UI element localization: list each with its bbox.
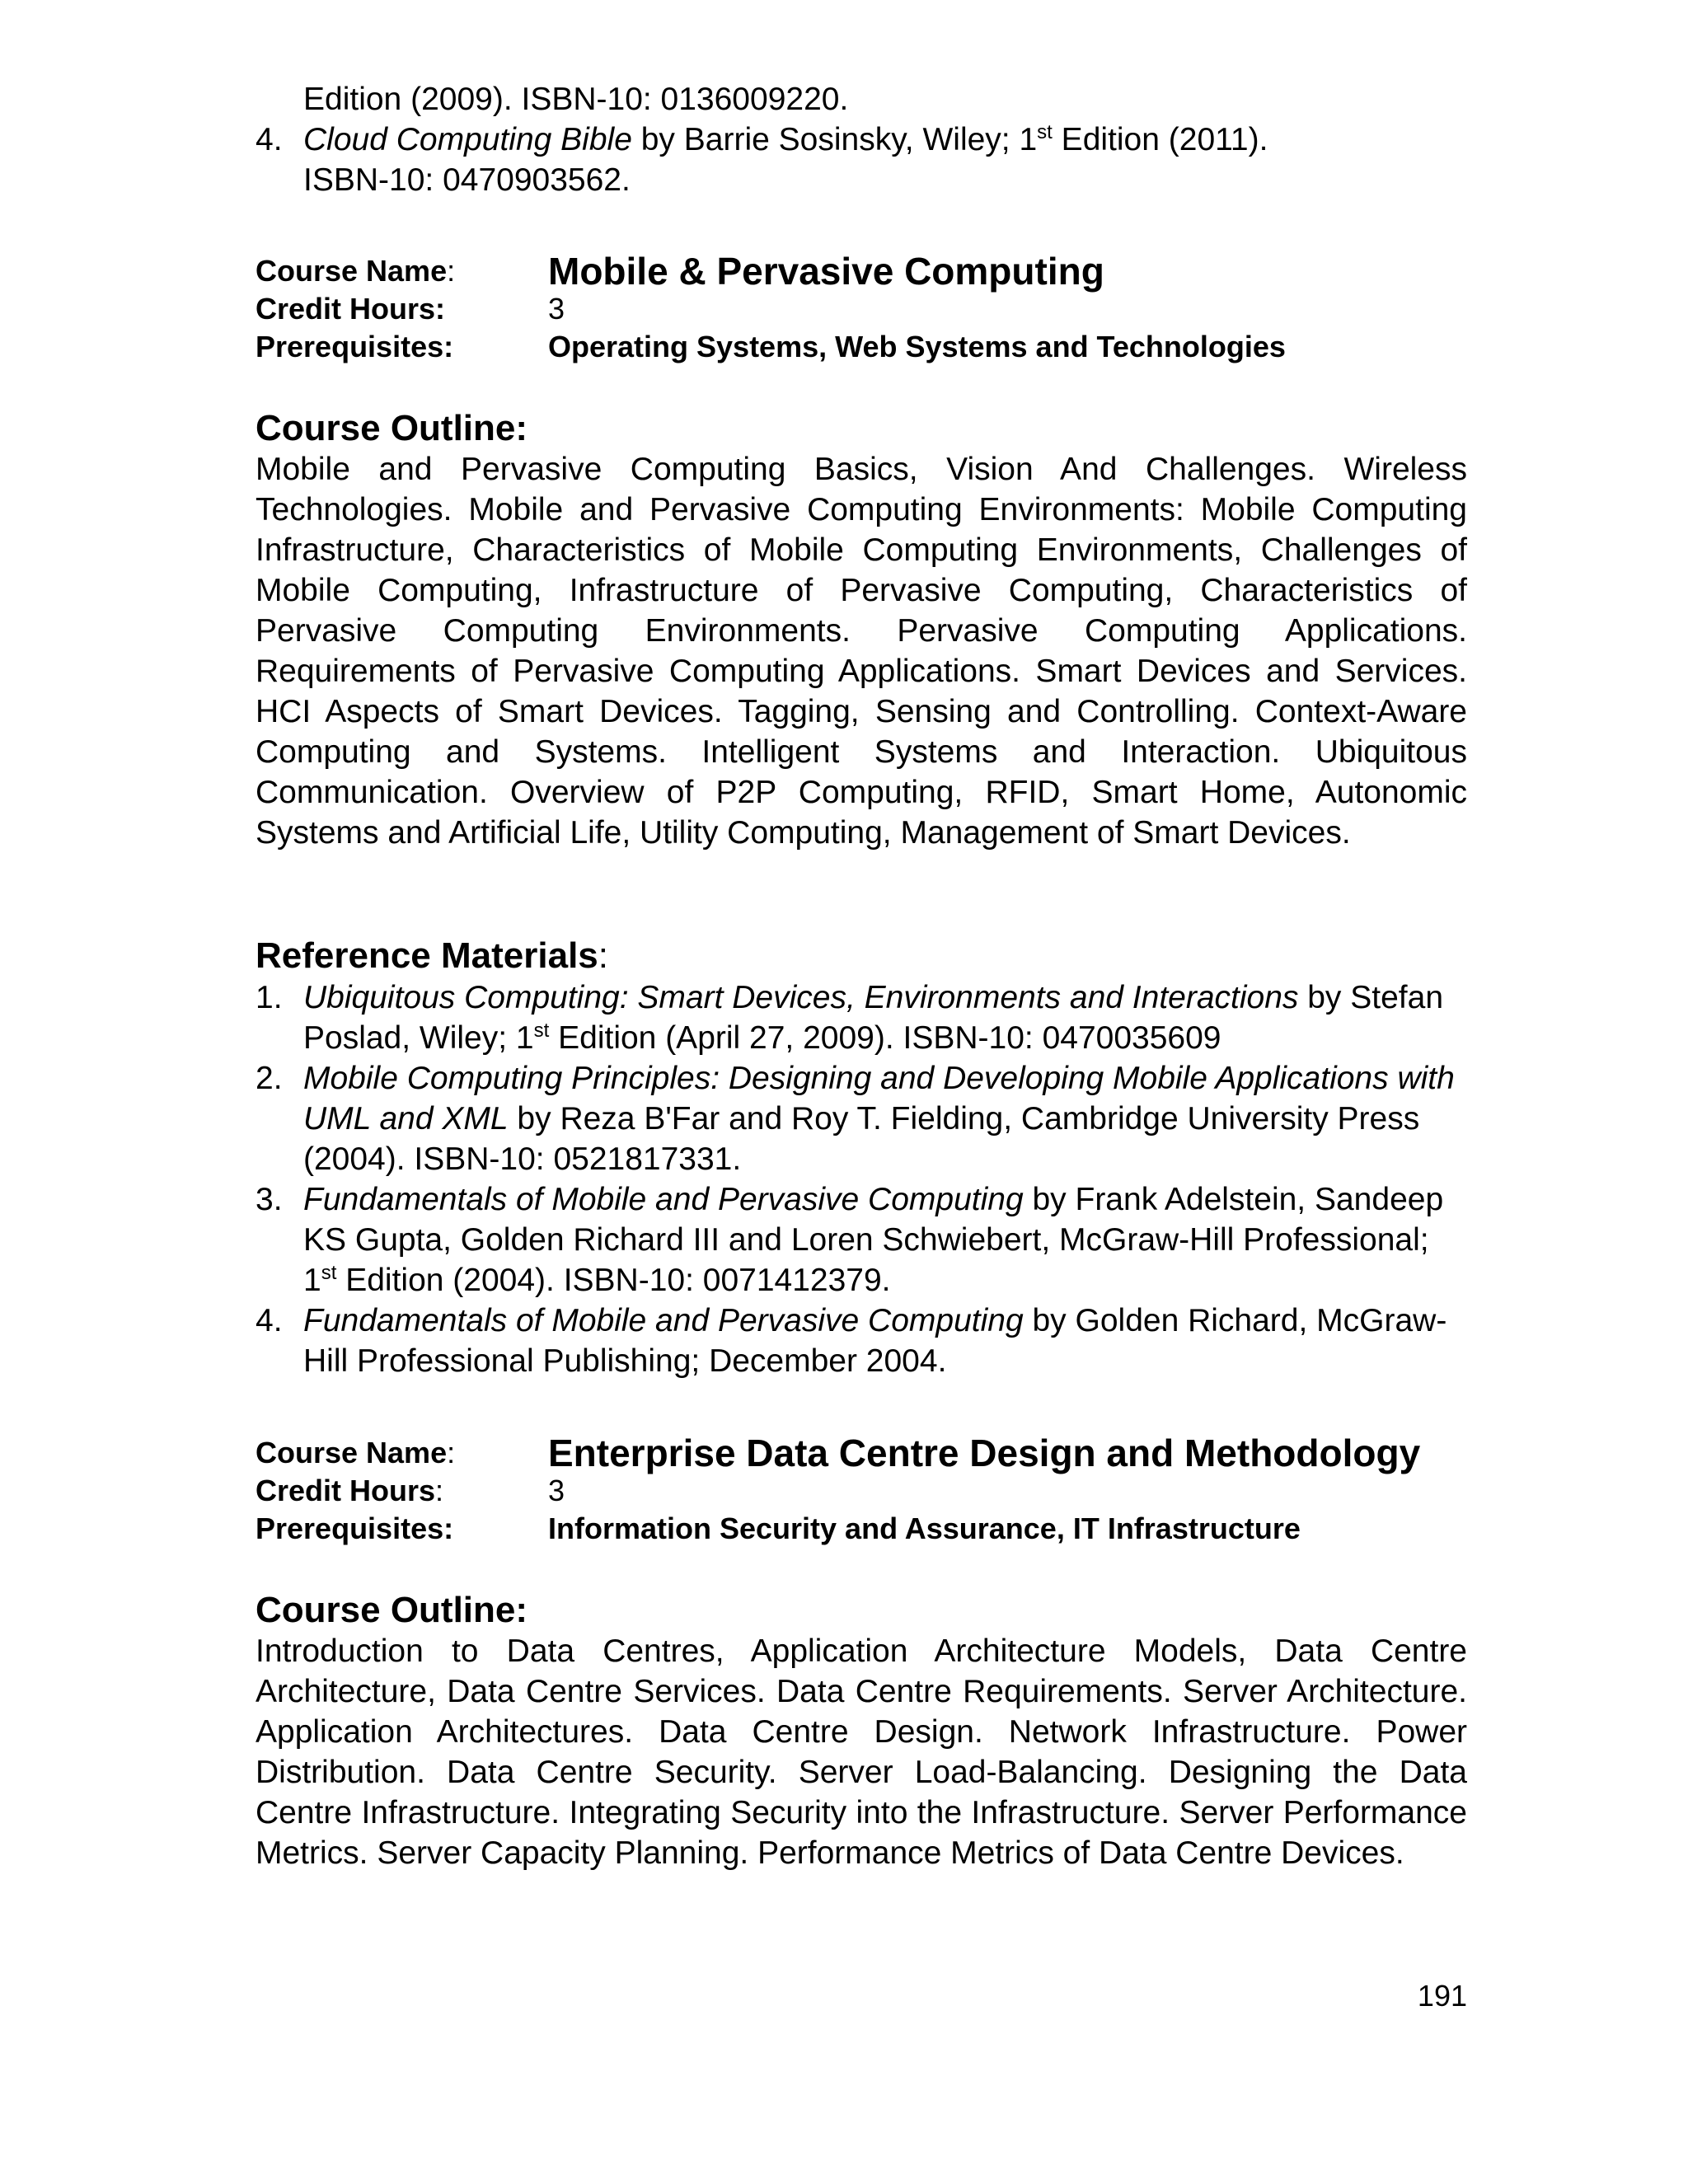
reference-text: by Reza B'Far and Roy T. Fielding, Cambridge University Press (2004). ISBN-10: 0521817331. [303,1101,1420,1177]
reference-title: Ubiquitous Computing: Smart Devices, Environments and Interactions [303,980,1299,1015]
reference-text: Edition (2004). ISBN-10: 0071412379. [336,1263,891,1298]
reference-number: 4. [256,122,283,157]
reference-text: by Golden Richard, McGraw-Hill Professional Publishing; December 2004. [303,1303,1447,1379]
reference-text: by Barrie Sosinsky, Wiley; 1 [631,122,1038,157]
course-outline-heading: Course Outline: [256,408,528,448]
reference-item [256,1179,1459,1301]
reference-text: Edition (April 27, 2009). ISBN-10: 0470035609 [549,1020,1221,1056]
reference-title: Fundamentals of Mobile and Pervasive Computing [303,1182,1024,1217]
credit-hours-value: 3 [548,292,565,326]
reference-number: 1. [256,980,283,1015]
prerequisites-label: Prerequisites: [256,330,454,363]
course-1-meta [256,252,1467,366]
credit-hours-value: 3 [548,1474,565,1507]
reference-number: 3. [256,1182,283,1217]
course-2-meta [256,1434,1467,1548]
previous-reference-list [256,79,1467,200]
course-outline-text: Introduction to Data Centres, Application Architecture Models, Data Centre Architecture, Data Centre Services. Data Centre Requirements. Server Architecture. Application Architectures. Data Centre Design. Network Infrastructure. Power Distribution. Data Centre Security. Server Load-Balancing. Designing the Data Centre Infrastructure. Integrating Security into the Infrastructure. Server Performance Metrics. Server Capacity Planning. Performance Metrics of Data Centre Devices. [256,1633,1467,1871]
reference-text: by Frank Adelstein, Sandeep KS Gupta, Golden Richard III and Loren Schwiebert, McGraw-Hill Professional; 1 [303,1182,1444,1298]
reference-title: Fundamentals of Mobile and Pervasive Computing [303,1303,1024,1338]
reference-item-continuation [256,79,1467,120]
credit-hours-label: Credit Hours: [256,1474,444,1507]
reference-number: 4. [256,1303,283,1338]
course-name-label: Course Name: [256,254,456,288]
reference-materials-list [256,977,1459,1381]
reference-title: Cloud Computing Bible [303,122,632,157]
prerequisites-label: Prerequisites: [256,1511,454,1545]
reference-title: Mobile Computing Principles: Designing and Developing Mobile Applications with UML and XML [303,1061,1455,1137]
reference-number: 2. [256,1061,283,1096]
reference-materials-heading: Reference Materials: [256,935,608,976]
prerequisites-value: Operating Systems, Web Systems and Technologies [548,330,1286,363]
reference-item [256,1058,1459,1179]
page-number: 191 [1417,1979,1467,2013]
reference-superscript: st [533,1019,550,1042]
course-outline-text: Mobile and Pervasive Computing Basics, Vision And Challenges. Wireless Technologies. Mobile and Pervasive Computing Environments: Mobile Computing Infrastructure, Characteristics of Mobile Computing Environments, Challenges of Mobile Computing, Infrastructure of Pervasive Computing, Characteristics of Pervasive Computing Environments. Pervasive Computing Applications. Requirements of Pervasive Computing Applications. Smart Devices and Services. HCI Aspects of Smart Devices. Tagging, Sensing and Controlling. Context-Aware Computing and Systems. Intelligent Systems and Interaction. Ubiquitous Communication. Overview of P2P Computing, RFID, Smart Home, Autonomic Systems and Artificial Life, Utility Computing, Management of Smart Devices. [256,452,1467,851]
credit-hours-label: Credit Hours: [256,292,446,326]
course-name-value: Enterprise Data Centre Design and Methodology [548,1432,1421,1474]
reference-item [256,977,1459,1058]
reference-item [256,120,1467,200]
reference-text: Edition (2009). ISBN-10: 0136009220. [303,82,849,117]
reference-superscript: st [1037,121,1053,143]
prerequisites-value: Information Security and Assurance, IT Infrastructure [548,1511,1301,1545]
reference-text: ISBN-10: 0470903562. [303,162,631,198]
reference-superscript: st [321,1262,337,1284]
course-outline-heading: Course Outline: [256,1590,528,1630]
reference-item [256,1301,1459,1381]
reference-text: by Stefan Poslad, Wiley; 1 [303,980,1444,1056]
reference-text: Edition (2011). [1052,122,1268,157]
course-name-label: Course Name: [256,1436,456,1469]
course-name-value: Mobile & Pervasive Computing [548,250,1104,293]
